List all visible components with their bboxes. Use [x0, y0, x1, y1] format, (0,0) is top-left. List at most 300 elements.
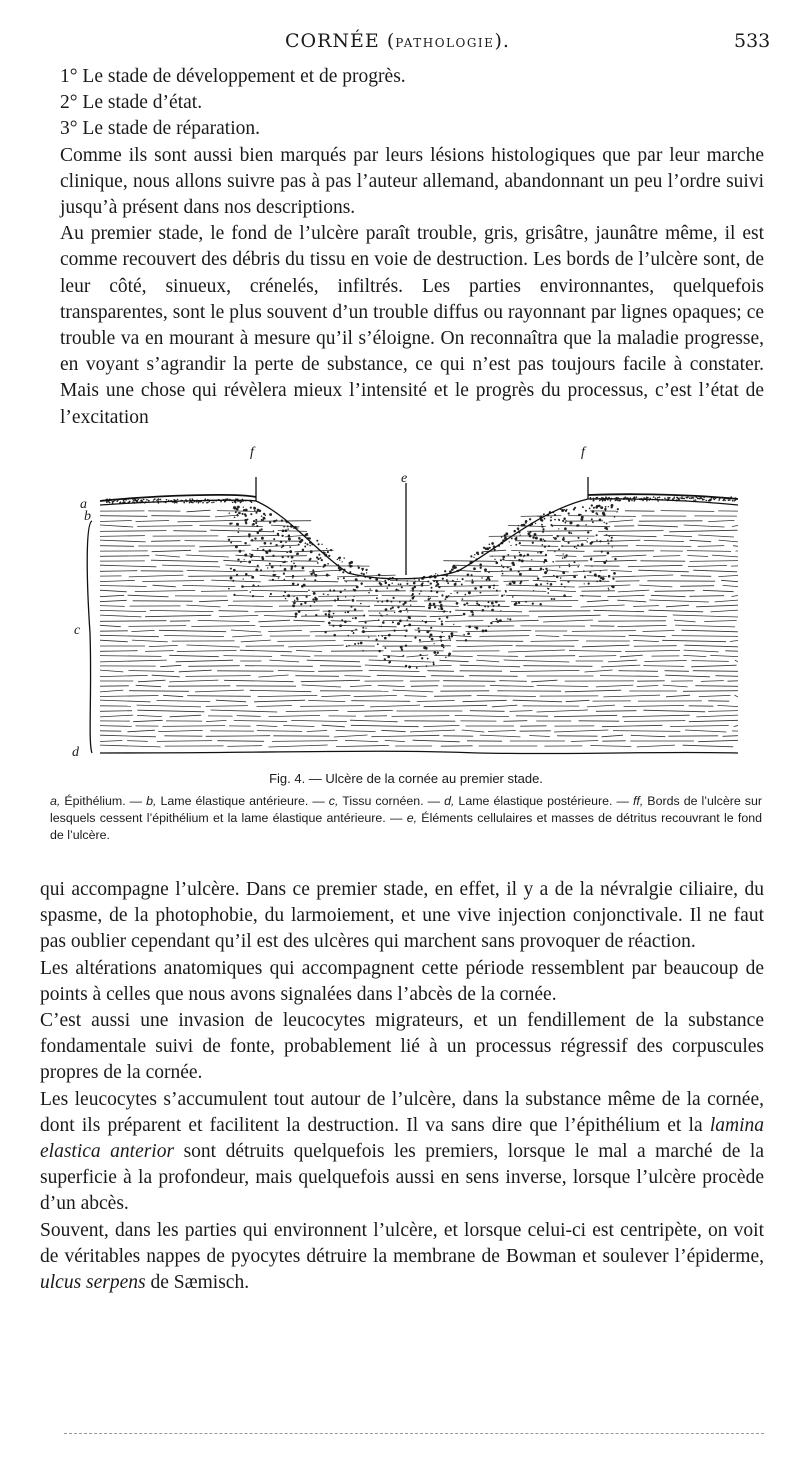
tissue-hatch-line [176, 660, 233, 662]
cell-dot [574, 546, 576, 548]
cell-dot [544, 540, 546, 542]
cell-dot [540, 551, 543, 554]
tissue-hatch-line [162, 565, 220, 567]
tissue-hatch-line [211, 710, 278, 712]
tissue-hatch-line [489, 536, 553, 537]
cell-dot [418, 627, 420, 629]
tissue-hatch-line [712, 555, 738, 557]
cell-dot [547, 580, 548, 581]
cell-dot [500, 610, 501, 611]
cell-dot [303, 584, 306, 587]
tissue-hatch-line [620, 655, 643, 657]
tissue-hatch-line [609, 520, 634, 522]
cell-dot [566, 556, 567, 557]
cell-dot [476, 603, 478, 605]
cell-dot [564, 586, 566, 588]
cell-dot [439, 601, 442, 604]
tissue-hatch-line [669, 530, 737, 532]
cell-dot [568, 542, 570, 544]
tissue-hatch-line [505, 561, 548, 562]
cell-dot [402, 603, 404, 605]
cell-dot [470, 555, 472, 557]
tissue-hatch-line [643, 710, 705, 712]
cell-dot [583, 570, 585, 572]
cell-dot [339, 557, 341, 559]
cell-dot [509, 541, 510, 542]
tissue-hatch-line [624, 705, 685, 706]
cell-dot [430, 627, 432, 629]
cell-dot [589, 571, 591, 573]
cell-dot [230, 542, 232, 544]
cell-dot [388, 579, 389, 580]
cell-dot [328, 622, 331, 625]
cell-dot [577, 537, 579, 539]
tissue-hatch-line [100, 525, 133, 527]
legend-key-c: c, [328, 794, 339, 808]
epithelium-dot [631, 500, 633, 502]
tissue-hatch-line [661, 511, 715, 512]
cell-dot [285, 598, 286, 599]
cell-dot [280, 565, 282, 567]
cell-dot [568, 512, 570, 514]
tissue-hatch-line [565, 690, 621, 692]
epithelium-dot [213, 501, 215, 503]
cell-dot [435, 654, 437, 656]
cell-dot [263, 517, 266, 520]
cell-dot [272, 579, 274, 581]
cell-dot [448, 637, 450, 639]
cell-dot [291, 556, 294, 559]
tissue-hatch-line [163, 726, 226, 727]
epithelium-dot [634, 496, 636, 498]
cell-dot [554, 551, 555, 552]
cell-dot [550, 524, 552, 526]
tissue-hatch-line [520, 565, 580, 567]
cell-dot [284, 579, 286, 581]
cell-dot [260, 570, 262, 572]
cell-dot [245, 522, 247, 524]
cell-dot [425, 621, 427, 623]
cell-dot [312, 598, 314, 600]
tissue-hatch-line [254, 700, 305, 702]
cell-dot [529, 518, 531, 520]
cell-dot [315, 598, 318, 601]
tissue-hatch-line [612, 575, 674, 577]
tissue-hatch-line [296, 651, 322, 652]
cell-dot [608, 542, 610, 544]
cell-dot [567, 581, 569, 583]
cell-dot [280, 541, 283, 544]
cell-dot [451, 568, 454, 571]
cell-dot [428, 598, 430, 600]
cell-dot [382, 621, 385, 624]
cell-dot [248, 560, 251, 563]
tissue-hatch-line [100, 556, 149, 557]
cell-dot [305, 614, 307, 616]
cell-dot [289, 546, 291, 548]
tissue-hatch-line [666, 695, 690, 697]
tissue-hatch-line [649, 600, 709, 602]
cell-dot [273, 570, 275, 572]
cell-dot [608, 589, 609, 590]
cell-dot [357, 643, 359, 645]
cell-dot [415, 581, 416, 582]
cell-dot [529, 568, 532, 571]
tissue-hatch-line [164, 636, 224, 637]
epithelium-dot [602, 500, 604, 502]
cell-dot [381, 601, 383, 603]
cell-dot [553, 575, 554, 576]
tissue-hatch-line [689, 596, 724, 597]
cell-dot [368, 592, 370, 594]
tissue-hatch-line [644, 661, 686, 662]
cell-dot [287, 528, 288, 529]
cell-dot [441, 644, 444, 647]
tissue-hatch-line [476, 660, 499, 662]
cell-dot [493, 584, 495, 586]
cell-dot [234, 516, 236, 518]
cell-dot [582, 595, 583, 596]
cell-dot [254, 510, 256, 512]
tissue-hatch-line [223, 656, 272, 657]
cell-dot [419, 639, 421, 641]
cell-dot [394, 612, 395, 613]
tissue-hatch-line [644, 540, 684, 541]
cell-dot [464, 594, 466, 596]
cell-dot [467, 573, 470, 576]
tissue-hatch-line [186, 645, 239, 647]
cell-dot [562, 538, 565, 541]
cell-dot [446, 580, 448, 582]
cell-dot [337, 559, 339, 561]
cell-dot [291, 561, 293, 563]
cell-dot [310, 550, 313, 553]
cell-dot [606, 522, 608, 524]
tissue-hatch-line [217, 511, 258, 512]
tissue-hatch-line [177, 651, 237, 652]
cell-dot [327, 594, 329, 596]
epithelium-dot [706, 500, 708, 502]
tissue-hatch-line [701, 681, 724, 682]
cell-dot [283, 573, 285, 575]
cell-dot [348, 565, 349, 566]
cell-dot [604, 527, 606, 529]
cell-dot [305, 533, 308, 536]
cell-dot [254, 537, 256, 539]
cell-dot [237, 531, 239, 533]
cell-dot [408, 623, 411, 626]
cell-dot [540, 568, 543, 571]
cell-dot [438, 586, 440, 588]
cell-dot [240, 561, 242, 563]
paragraph-italic-term: ulcus serpens [40, 1272, 146, 1294]
cell-dot [492, 555, 493, 556]
cell-dot [269, 513, 272, 516]
legend-text-b: Lame élastique antérieure. — [156, 794, 329, 808]
cell-dot [541, 526, 543, 528]
cell-dot [333, 613, 335, 615]
tissue-hatch-line [199, 545, 250, 547]
tissue-hatch-line [579, 656, 616, 657]
epithelium-dot [659, 497, 661, 499]
tissue-hatch-line [292, 600, 351, 602]
cell-dot [344, 589, 345, 590]
cell-dot [416, 667, 418, 669]
tissue-hatch-line [377, 675, 426, 676]
tissue-hatch-line [185, 676, 250, 677]
cell-dot [390, 601, 392, 603]
cell-dot [230, 568, 232, 570]
tissue-hatch-line [719, 540, 739, 542]
cell-dot [537, 577, 539, 579]
cell-dot [399, 601, 401, 603]
cell-dot [577, 524, 580, 527]
tissue-hatch-line [179, 670, 212, 672]
tissue-hatch-line [598, 531, 663, 532]
cell-dot [488, 579, 490, 581]
cell-dot [323, 593, 325, 595]
cell-dot [500, 559, 502, 561]
cell-dot [297, 527, 298, 528]
tissue-hatch-line [153, 585, 176, 587]
cell-dot [384, 647, 386, 649]
cell-dot [596, 581, 598, 583]
cell-dot [270, 593, 272, 595]
epithelium-dot [166, 499, 168, 501]
tissue-hatch-line [674, 620, 696, 622]
cell-dot [591, 541, 593, 543]
epithelium-dot [657, 497, 659, 499]
cell-dot [543, 539, 544, 540]
cell-dot [512, 563, 515, 566]
cell-dot [378, 650, 380, 652]
epithelium-dot [160, 499, 162, 501]
cell-dot [502, 556, 505, 559]
cell-dot [238, 528, 239, 529]
cell-dot [419, 593, 421, 595]
cell-dot [445, 598, 447, 600]
cell-dot [568, 564, 569, 565]
tissue-hatch-line [583, 556, 606, 557]
paragraph-text: sont détruits quelquefois les premiers, lorsque le mal a marché de la superficie à la profondeur, mais quelquefois aussi en sens inverse, lorsque l’ulcère procède d’un abcès. [40, 1141, 764, 1215]
cell-dot [444, 570, 446, 572]
legend-key-a: a, [50, 794, 61, 808]
cell-dot [520, 534, 521, 535]
cell-dot [401, 649, 403, 651]
cell-dot [293, 563, 295, 565]
epithelium-dot [189, 498, 191, 500]
cell-dot [362, 627, 364, 629]
cell-dot [569, 566, 571, 568]
cell-dot [236, 508, 239, 511]
cell-dot [448, 654, 450, 656]
epithelium-dot [220, 501, 222, 503]
tissue-hatch-line [637, 745, 675, 747]
cell-dot [339, 624, 342, 627]
cell-dot [420, 590, 422, 592]
cell-dot [248, 575, 249, 576]
tissue-hatch-line [550, 590, 576, 591]
cell-dot [248, 533, 251, 536]
tissue-hatch-line [693, 671, 738, 672]
tissue-hatch-line [137, 715, 162, 716]
tissue-hatch-line [151, 541, 180, 542]
tissue-hatch-line [350, 720, 398, 722]
tissue-hatch-line [245, 666, 313, 667]
cell-dot [378, 619, 380, 621]
tissue-hatch-line [137, 710, 204, 712]
cell-dot [574, 561, 576, 563]
tissue-hatch-line [210, 530, 274, 532]
cell-dot [300, 604, 301, 605]
cell-dot [554, 519, 556, 521]
tissue-hatch-line [152, 675, 180, 677]
tissue-hatch-line [100, 521, 132, 522]
tissue-hatch-line [651, 595, 686, 596]
cell-dot [429, 603, 432, 606]
tissue-hatch-line [680, 586, 714, 587]
cell-dot [442, 632, 443, 633]
tissue-hatch-line [370, 705, 420, 707]
cell-dot [564, 557, 566, 559]
tissue-hatch-line [434, 696, 471, 697]
tissue-hatch-line [308, 700, 345, 701]
cell-dot [440, 639, 442, 641]
tissue-hatch-line [301, 680, 360, 681]
tissue-hatch-line [100, 625, 121, 626]
tissue-hatch-line [455, 610, 522, 612]
tissue-hatch-line [260, 626, 321, 627]
cell-dot [601, 551, 603, 553]
tissue-hatch-line [390, 581, 428, 582]
tissue-hatch-line [100, 700, 151, 702]
cell-dot [433, 663, 435, 665]
tissue-hatch-line [734, 725, 738, 726]
tissue-hatch-line [462, 730, 485, 732]
cell-dot [287, 556, 289, 558]
cell-dot [330, 589, 332, 591]
cell-dot [504, 594, 505, 595]
tissue-hatch-line [100, 540, 146, 542]
cell-dot [540, 583, 542, 585]
tissue-hatch-line [250, 690, 311, 691]
cell-dot [450, 639, 452, 641]
cell-dot [378, 626, 379, 627]
cell-dot [284, 591, 286, 593]
cell-dot [552, 561, 554, 563]
tissue-hatch-line [527, 531, 592, 532]
cell-dot [354, 643, 356, 645]
tissue-hatch-line [100, 590, 127, 592]
tissue-hatch-line [515, 541, 561, 542]
tissue-hatch-line [503, 721, 527, 722]
cell-dot [249, 591, 251, 593]
epithelium-dot [679, 497, 681, 499]
tissue-hatch-line [516, 606, 572, 607]
cell-dot [318, 543, 320, 545]
cell-dot [606, 528, 608, 530]
cell-dot [545, 560, 547, 562]
cell-dot [316, 540, 318, 542]
tissue-hatch-line [643, 631, 675, 632]
cell-dot [387, 655, 390, 658]
cell-dot [437, 583, 440, 586]
cell-dot [519, 554, 522, 557]
cell-dot [302, 567, 305, 570]
tissue-hatch-line [265, 566, 321, 567]
cell-dot [244, 559, 245, 560]
paragraph: C’est aussi une invasion de leucocytes migrateurs, et un fendillement de la substance fondamentale suivi de fonte, probablement lié à un processus régressif des corpuscules propres de la cornée. [40, 1010, 764, 1084]
cell-dot [361, 572, 363, 574]
cell-dot [430, 590, 432, 592]
running-title-small: PATHOLOGIE [395, 36, 495, 50]
epithelium-dot [692, 497, 694, 499]
cell-dot [449, 611, 451, 613]
epithelium-dot [113, 501, 115, 503]
cell-dot [401, 586, 403, 588]
cell-dot [430, 597, 432, 599]
tissue-hatch-line [451, 635, 472, 636]
cell-dot [478, 604, 480, 606]
cell-dot [324, 631, 326, 633]
cell-dot [289, 550, 292, 553]
cell-dot [270, 542, 272, 544]
tissue-hatch-line [163, 695, 183, 696]
tissue-hatch-line [633, 640, 659, 641]
cell-dot [260, 528, 262, 530]
cell-dot [414, 637, 416, 639]
cell-dot [476, 601, 478, 603]
tissue-hatch-line [600, 676, 659, 677]
cell-dot [343, 557, 344, 558]
cell-dot [426, 665, 428, 667]
tissue-hatch-line [201, 591, 248, 592]
cell-dot [435, 573, 436, 574]
cell-dot [565, 554, 567, 556]
cell-dot [512, 596, 514, 598]
epithelium-dot [615, 500, 617, 502]
cell-dot [474, 627, 476, 629]
epithelium-dot [628, 500, 630, 502]
cell-dot [527, 532, 530, 535]
cell-dot [382, 636, 383, 637]
tissue-hatch-line [224, 680, 294, 681]
cell-dot [315, 614, 317, 616]
tissue-hatch-line [554, 715, 617, 716]
cell-dot [433, 603, 436, 606]
cell-dot [548, 545, 550, 547]
tissue-hatch-line [257, 706, 292, 707]
cell-dot [554, 537, 557, 540]
tissue-hatch-line [288, 645, 344, 647]
cell-dot [563, 594, 566, 597]
cell-dot [589, 508, 591, 510]
cell-dot [517, 527, 520, 530]
cell-dot [509, 582, 512, 585]
cell-dot [298, 537, 301, 540]
tissue-hatch-line [322, 725, 345, 727]
cell-dot [384, 580, 386, 582]
tissue-hatch-line [277, 641, 335, 642]
tissue-hatch-line [129, 691, 189, 692]
cell-dot [484, 568, 487, 571]
tissue-hatch-line [510, 670, 579, 671]
tissue-hatch-line [371, 735, 439, 736]
cell-dot [558, 548, 560, 550]
cell-dot [235, 511, 237, 513]
epithelium-dot [684, 498, 686, 500]
cell-dot [411, 594, 413, 596]
